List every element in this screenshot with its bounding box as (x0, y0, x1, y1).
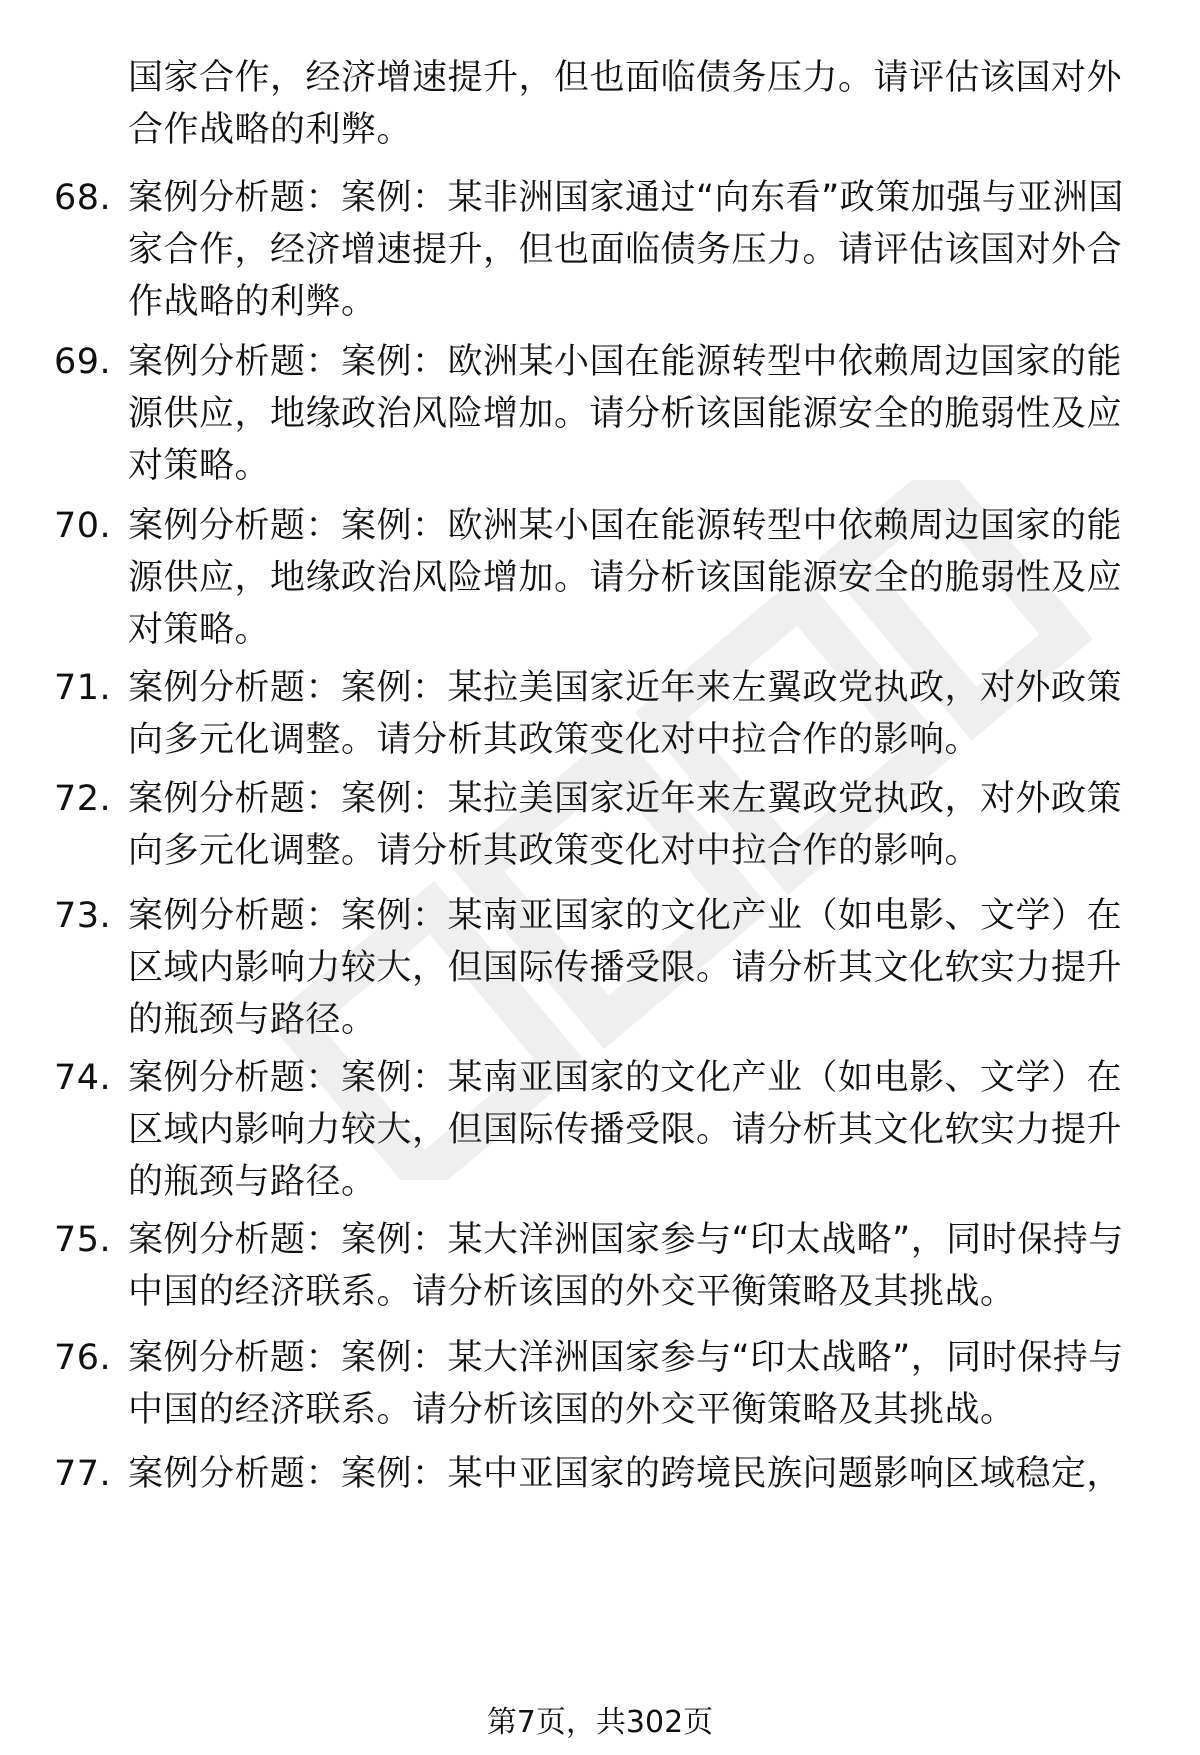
item-number: 73. (54, 896, 112, 936)
item-text: 案例分析题：案例：某大洋洲国家参与“印太战略”，同时保持与中国的经济联系。请分析该国的外交平衡策略及其挑战。 (128, 1338, 1124, 1430)
item-text: 案例分析题：案例：某非洲国家通过“向东看”政策加强与亚洲国家合作，经济增速提升，但也面临债务压力。请评估该国对外合作战略的利弊。 (128, 178, 1124, 322)
item-number: 72. (54, 779, 112, 819)
item-text: 案例分析题：案例：某中亚国家的跨境民族问题影响区域稳定， (128, 1454, 1123, 1494)
item-number: 76. (54, 1338, 112, 1378)
item-text: 案例分析题：案例：欧洲某小国在能源转型中依赖周边国家的能源供应，地缘政治风险增加。请分析该国能源安全的脆弱性及应对策略。 (128, 342, 1123, 486)
item-number: 75. (54, 1220, 112, 1260)
item-number: 68. (54, 178, 112, 218)
page-number-footer: 第7页，共302页 (486, 1705, 714, 1740)
item-text: 案例分析题：案例：某拉美国家近年来左翼政党执政，对外政策向多元化调整。请分析其政策变化对中拉合作的影响。 (128, 779, 1123, 871)
item-number: 69. (54, 342, 112, 382)
item-text: 案例分析题：案例：某南亚国家的文化产业（如电影、文学）在区域内影响力较大，但国际传播受限。请分析其文化软实力提升的瓶颈与路径。 (128, 896, 1123, 1040)
item-number: 71. (54, 668, 112, 708)
item-text: 案例分析题：案例：某拉美国家近年来左翼政党执政，对外政策向多元化调整。请分析其政策变化对中拉合作的影响。 (128, 668, 1123, 760)
item-text: 案例分析题：案例：某南亚国家的文化产业（如电影、文学）在区域内影响力较大，但国际传播受限。请分析其文化软实力提升的瓶颈与路径。 (128, 1058, 1123, 1202)
item-number: 77. (54, 1454, 112, 1494)
continuation-paragraph: 国家合作，经济增速提升，但也面临债务压力。请评估该国对外合作战略的利弊。 (128, 58, 1123, 150)
item-number: 70. (54, 506, 112, 546)
item-number: 74. (54, 1058, 112, 1098)
item-text: 案例分析题：案例：欧洲某小国在能源转型中依赖周边国家的能源供应，地缘政治风险增加。请分析该国能源安全的脆弱性及应对策略。 (128, 506, 1123, 650)
item-text: 案例分析题：案例：某大洋洲国家参与“印太战略”，同时保持与中国的经济联系。请分析该国的外交平衡策略及其挑战。 (128, 1220, 1124, 1312)
